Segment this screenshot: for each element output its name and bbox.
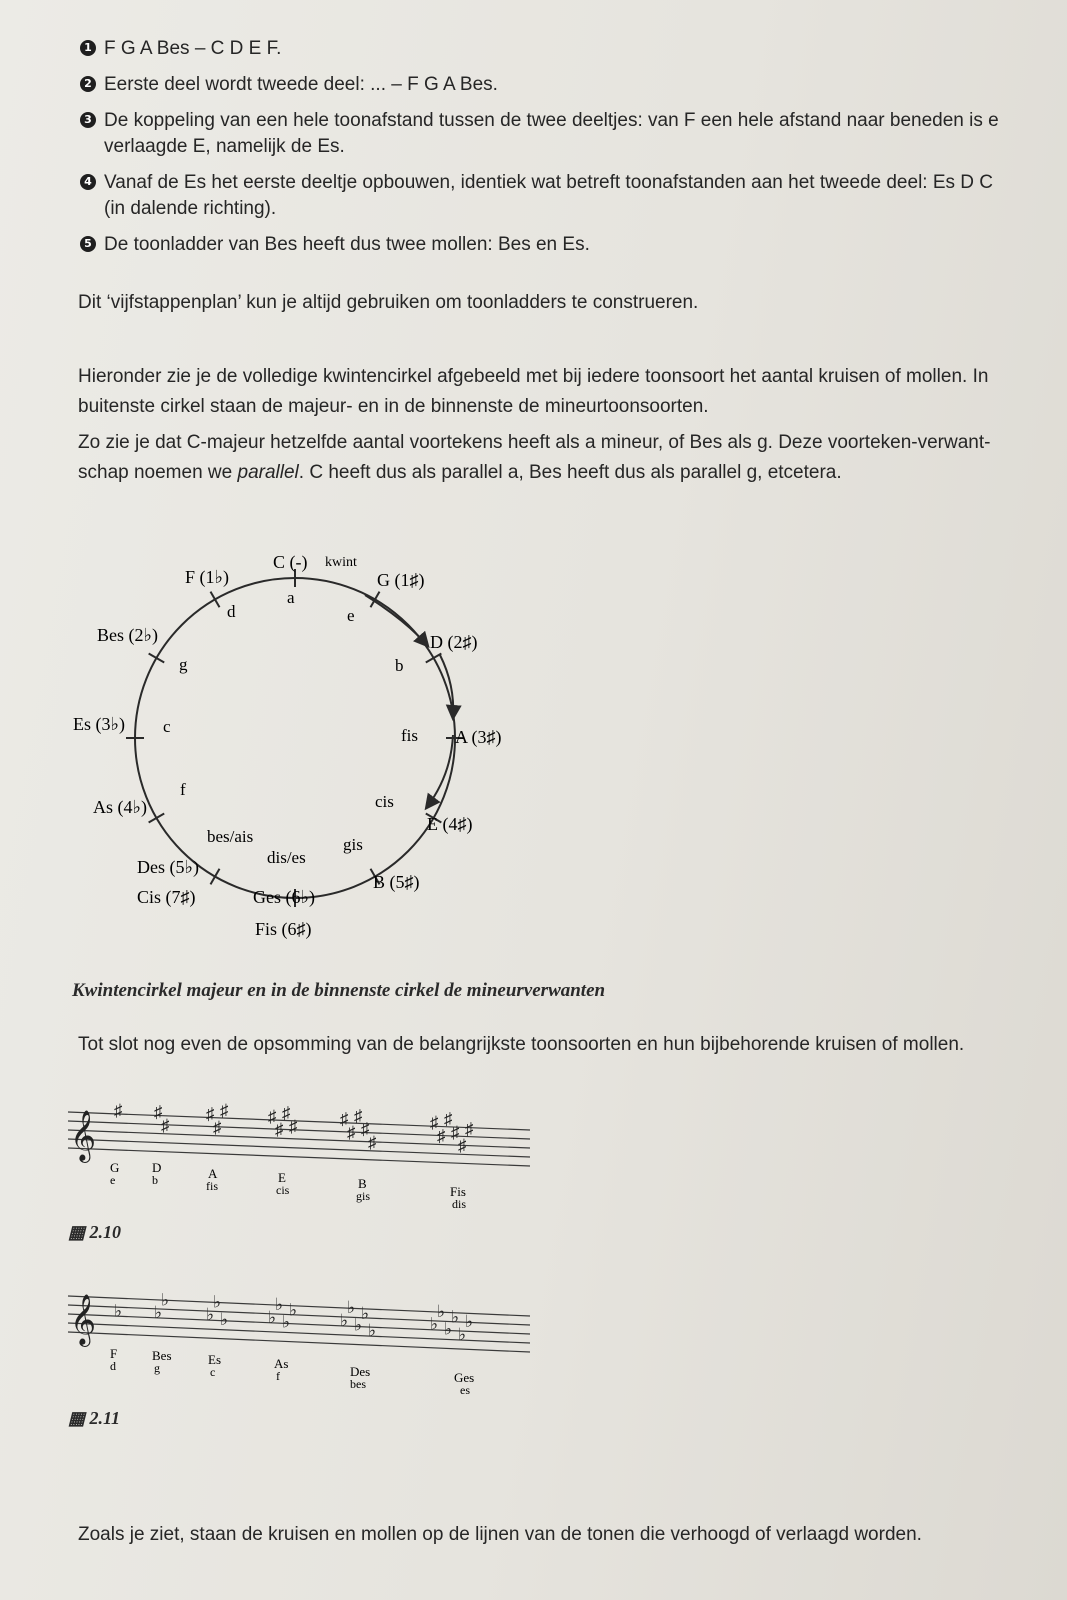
flat-major-as: As (274, 1356, 289, 1371)
step-item (80, 170, 1055, 222)
step-list (80, 36, 1055, 268)
outer-key-des: Des (5♭) (137, 857, 199, 877)
parallel-term: parallel (237, 462, 299, 483)
paragraph-conclusion: Zoals je ziet, staan de kruisen en mollen op de lijnen van de tonen die verhoogd of verlaagd worden. (78, 1524, 922, 1545)
circle-tick (211, 869, 220, 885)
paragraph-circle-intro: Hieronder zie je de volledige kwintencirkel afgebeeld met bij iedere toonsoort het aantal kruisen of mollen. In buitenste cirkel staan de majeur- en in de binnenste de mineurtoonsoorten. (78, 366, 989, 417)
inner-key-fis: fis (401, 726, 418, 745)
flat-icon: ♭ (275, 1295, 284, 1315)
sharp-icon: ♯ (268, 1106, 277, 1126)
flat-icon: ♭ (368, 1321, 377, 1341)
step-number: 2 (80, 76, 96, 92)
paragraph-parallel-end: . C heeft dus als parallel a, Bes heeft dus als parallel g, etcetera. (298, 462, 842, 483)
inner-key-a: a (287, 588, 295, 607)
flat-minor-g: g (154, 1361, 160, 1375)
step-text: De koppeling van een hele toonafstand tussen de twee deeltjes: van F een hele afstand naar beneden is e verlaagde E, namelijk de Es. (104, 110, 999, 157)
figure-number: 2.10 (89, 1222, 122, 1242)
inner-key-g: g (179, 655, 188, 674)
flat-icon: ♭ (465, 1312, 474, 1332)
sharp-icon: ♯ (275, 1120, 284, 1140)
flat-icon: ♭ (114, 1301, 123, 1321)
flat-minor-c: c (210, 1365, 216, 1379)
staff-line (68, 1296, 530, 1316)
paragraph-parallel (78, 428, 1053, 488)
sharp-icon: ♯ (282, 1103, 291, 1123)
flat-icon: ♭ (282, 1312, 291, 1332)
inner-key-b: b (395, 656, 404, 675)
sharp-icon: ♯ (347, 1122, 356, 1142)
sharp-keys-staff (60, 1092, 540, 1232)
paragraph-plan: Dit ‘vijfstappenplan’ kun je altijd gebruiken om toonladders te construeren. (78, 292, 699, 313)
sharp-icon: ♯ (354, 1106, 363, 1126)
outer-key-d: D (2♯) (430, 632, 478, 652)
figure-label-2-10: ▦ 2.10 (68, 1222, 122, 1242)
outer-key-f: F (1♭) (185, 567, 229, 587)
inner-key-cis: cis (375, 792, 394, 811)
circle-of-fifths-figure (55, 545, 555, 965)
step-item (80, 232, 1055, 258)
flat-icon: ♭ (437, 1302, 446, 1322)
sharp-icon: ♯ (361, 1119, 370, 1139)
sharp-minor-cis: cis (276, 1183, 290, 1197)
outer-key-g: G (1♯) (377, 570, 425, 590)
sharp-minor-dis: dis (452, 1197, 467, 1211)
sharp-major-g: G (110, 1160, 120, 1175)
flat-icon: ♭ (451, 1307, 460, 1327)
flat-minor-es: es (460, 1383, 470, 1397)
flat-key-signatures (60, 1276, 540, 1416)
flat-major-ges: Ges (454, 1370, 475, 1385)
sharp-icon: ♯ (430, 1113, 439, 1133)
figure-caption: Kwintencirkel majeur en in de binnenste cirkel de mineurverwanten (72, 980, 606, 1001)
step-number: 5 (80, 236, 96, 252)
flat-icon: ♭ (458, 1324, 467, 1344)
inner-key-gis: gis (343, 835, 363, 854)
step-item (80, 36, 1055, 62)
circle-tick (149, 814, 165, 823)
circle-tick (149, 654, 165, 663)
sharp-minor-e: e (110, 1173, 116, 1187)
sharp-icon: ♯ (451, 1122, 460, 1142)
inner-key-dis-es: dis/es (267, 848, 306, 867)
kwint-arrow (427, 735, 453, 807)
step-number: 3 (80, 112, 96, 128)
flat-minor-f: f (276, 1369, 280, 1383)
flat-minor-bes: bes (350, 1377, 366, 1391)
step-text: F G A Bes – C D E F. (104, 38, 282, 59)
sharp-icon: ♯ (206, 1104, 215, 1124)
sharp-key-signatures (60, 1092, 540, 1232)
sharp-minor-gis: gis (356, 1189, 371, 1203)
sharp-icon: ♯ (289, 1116, 298, 1136)
sharp-icon: ♯ (154, 1102, 163, 1122)
flat-icon: ♭ (289, 1300, 298, 1320)
step-number: 4 (80, 174, 96, 190)
circle-tick (426, 654, 442, 663)
flat-icon: ♭ (154, 1303, 163, 1322)
figure-number: 2.11 (89, 1408, 121, 1428)
sharp-major-b: B (358, 1176, 367, 1191)
inner-key-f: f (180, 780, 186, 799)
sharp-icon: ♯ (368, 1132, 377, 1152)
outer-key-bes: Bes (2♭) (97, 625, 158, 645)
treble-clef-icon: 𝄞 (70, 1295, 97, 1344)
outer-key-as: As (4♭) (93, 797, 147, 817)
flat-keys-staff (60, 1276, 540, 1416)
flat-icon: ♭ (444, 1319, 453, 1339)
flat-major-des: Des (350, 1364, 371, 1379)
flat-icon: ♭ (161, 1290, 170, 1310)
flat-major-es: Es (208, 1352, 221, 1367)
staff-line (68, 1109, 530, 1133)
flat-minor-d: d (110, 1359, 116, 1373)
sharp-icon: ♯ (437, 1126, 446, 1146)
outer-key-es: Es (3♭) (73, 714, 125, 734)
step-text: Eerste deel wordt tweede deel: ... – F G A Bes. (104, 74, 498, 95)
sharp-icon: ♯ (444, 1109, 453, 1129)
step-number: 1 (80, 40, 96, 56)
flat-icon: ♭ (220, 1309, 229, 1329)
circle-tick (211, 592, 220, 608)
flat-icon: ♭ (268, 1307, 277, 1327)
figure-label-2-11: ▦ 2.11 (68, 1408, 121, 1428)
paragraph-summary: Tot slot nog even de opsomming van de belangrijkste toonsoorten en hun bijbehorende kruisen of mollen. (78, 1034, 965, 1055)
treble-clef-icon: 𝄞 (70, 1111, 97, 1160)
outer-key-a: A (3♯) (455, 727, 502, 747)
sharp-major-a: A (208, 1166, 218, 1181)
sharp-icon: ♯ (161, 1115, 170, 1135)
flat-icon: ♭ (354, 1315, 363, 1335)
step-text: De toonladder van Bes heeft dus twee mollen: Bes en Es. (104, 234, 590, 255)
sharp-minor-fis: fis (206, 1179, 218, 1193)
paragraph-parallel-start: Zo zie je dat C-majeur hetzelfde aantal voortekens heeft als a mineur, of Bes als g. Deze voorteken-verwant- schap noemen we (78, 432, 991, 483)
step-item (80, 72, 1055, 98)
flat-icon: ♭ (213, 1292, 222, 1312)
staff-line (68, 1305, 530, 1325)
inner-key-d: d (227, 602, 236, 621)
circle-of-fifths-diagram (55, 545, 555, 965)
inner-key-e: e (347, 606, 355, 625)
sharp-major-e: E (278, 1170, 286, 1185)
sharp-major-fis: Fis (450, 1184, 466, 1199)
outer-key-ges: Ges (6♭) (253, 887, 315, 907)
flat-icon: ♭ (347, 1298, 356, 1318)
outer-key-cis: Cis (7♯) (137, 887, 196, 907)
step-item (80, 108, 1055, 160)
sharp-minor-b: b (152, 1173, 158, 1187)
sharp-icon: ♯ (465, 1119, 474, 1139)
flat-icon: ♭ (361, 1303, 370, 1323)
flat-major-bes: Bes (152, 1348, 172, 1363)
inner-key-c: c (163, 717, 171, 736)
flat-icon: ♭ (340, 1310, 349, 1330)
flat-major-f: F (110, 1346, 118, 1361)
kwint-label: kwint (325, 555, 357, 570)
outer-key-e: E (4♯) (427, 814, 473, 834)
step-text: Vanaf de Es het eerste deeltje opbouwen, identiek wat betreft toonafstanden aan het tweede deel: Es D C (in dalende richting). (104, 172, 994, 219)
sharp-accidentals (114, 1101, 474, 1155)
sharp-icon: ♯ (220, 1101, 229, 1121)
outer-key-fis: Fis (6♯) (255, 919, 312, 939)
inner-key-bes-ais: bes/ais (207, 827, 254, 846)
sharp-icon: ♯ (114, 1101, 123, 1121)
sharp-icon: ♯ (340, 1109, 349, 1129)
sharp-icon: ♯ (458, 1136, 467, 1156)
sharp-major-d: D (152, 1160, 162, 1175)
flat-icon: ♭ (206, 1305, 215, 1325)
outer-key-c: C (-) (273, 552, 308, 572)
sharp-icon: ♯ (213, 1117, 222, 1137)
outer-key-b: B (5♯) (373, 872, 420, 892)
flat-icon: ♭ (430, 1314, 439, 1334)
